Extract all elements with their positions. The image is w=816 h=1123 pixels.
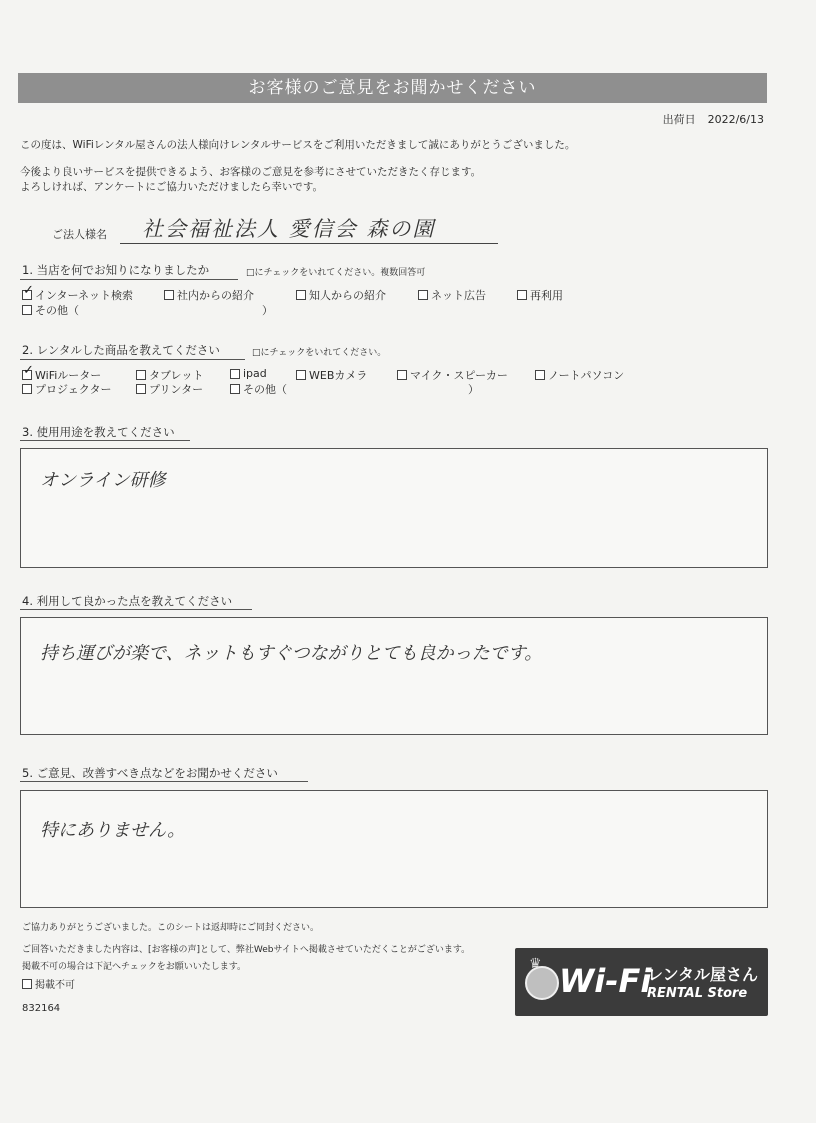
q4-underline: [20, 609, 252, 610]
q4-title: 4. 利用して良かった点を教えてください: [22, 594, 233, 608]
q2-option-printer[interactable]: [136, 381, 203, 397]
q1-other-close-paren: ）: [262, 304, 273, 317]
option-label: ネット広告: [431, 289, 486, 302]
option-label: ipad: [243, 367, 267, 380]
q1-note: □にチェックをいれてください。複数回答可: [246, 268, 426, 278]
option-label: 掲載不可: [35, 980, 75, 991]
form-code: 832164: [22, 1003, 61, 1014]
company-name-value[interactable]: 社会福祉法人 愛信会 森の園: [142, 217, 436, 241]
checkbox[interactable]: [517, 290, 527, 300]
checkbox-checked[interactable]: [22, 370, 32, 380]
checkbox[interactable]: [136, 384, 146, 394]
q2-note: □にチェックをいれてください。: [252, 348, 387, 358]
option-label: その他（: [35, 304, 79, 317]
shipping-date-value: 2022/6/13: [707, 113, 764, 126]
footer-publish-notice: ご回答いただきました内容は、[お客様の声]として、弊社Webサイトへ掲載させていただくことがございます。: [22, 945, 471, 955]
no-publish-option[interactable]: [22, 976, 75, 991]
intro-line-2: 今後より良いサービスを提供できるよう、お客様のご意見を参考にさせていただきたく存じます。: [20, 166, 482, 178]
q3-answer: オンライン研修: [40, 470, 166, 491]
q2-option-mic-speaker[interactable]: [397, 367, 508, 383]
option-label: インターネット検索: [35, 289, 134, 302]
q1-option-acquaintance-referral[interactable]: [296, 287, 386, 303]
q2-option-other[interactable]: [230, 381, 287, 397]
q1-option-net-ad[interactable]: [418, 287, 486, 303]
intro-line-1: この度は、WiFiレンタル屋さんの法人様向けレンタルサービスをご利用いただきまして誠にありがとうございました。: [20, 139, 576, 151]
option-label: 知人からの紹介: [309, 289, 386, 302]
logo-english-text: RENTAL Store: [647, 986, 748, 1001]
checkbox[interactable]: [136, 370, 146, 380]
q2-option-web-camera[interactable]: [296, 367, 367, 383]
q2-option-ipad[interactable]: [230, 367, 267, 380]
checkbox[interactable]: [418, 290, 428, 300]
q4-answer: 持ち運びが楽で、ネットもすぐつながりとても良かったです。: [40, 643, 543, 664]
checkbox[interactable]: [230, 384, 240, 394]
checkbox-checked[interactable]: [22, 290, 32, 300]
q4-answer-box[interactable]: [20, 617, 768, 735]
q2-other-close-paren: ）: [468, 383, 479, 396]
q1-option-internal-referral[interactable]: [164, 287, 254, 303]
option-label: ノートパソコン: [548, 369, 625, 382]
option-label: WEBカメラ: [309, 369, 368, 382]
checkbox[interactable]: [535, 370, 545, 380]
q2-option-laptop[interactable]: [535, 367, 624, 383]
survey-title: お客様のご意見をお聞かせください: [18, 73, 767, 103]
checkbox[interactable]: [296, 290, 306, 300]
shipping-date: [651, 111, 764, 127]
option-label: 再利用: [530, 289, 563, 302]
shipping-date-label: 出荷日: [662, 113, 696, 126]
q5-answer: 特にありません。: [40, 820, 186, 841]
intro-line-3: よろしければ、アンケートにご協力いただけましたら幸いです。: [20, 181, 324, 193]
q3-title: 3. 使用用途を教えてください: [22, 425, 175, 439]
crown-icon: ♛: [529, 956, 542, 972]
q2-underline: [20, 359, 245, 360]
footer-thanks: ご協力ありがとうございました。このシートは返却時にご同封ください。: [22, 923, 320, 933]
option-label: その他（: [243, 383, 287, 396]
q2-title: 2. レンタルした商品を教えてください: [22, 343, 220, 357]
checkbox[interactable]: [164, 290, 174, 300]
q1-option-other[interactable]: [22, 302, 79, 318]
q1-title: 1. 当店を何でお知りになりましたか: [22, 263, 210, 277]
checkbox[interactable]: [296, 370, 306, 380]
option-label: プロジェクター: [35, 383, 112, 396]
q1-option-reuse[interactable]: [517, 287, 563, 303]
q3-underline: [20, 440, 190, 441]
option-label: タブレット: [149, 369, 204, 382]
checkbox[interactable]: [230, 369, 240, 379]
checkbox[interactable]: [397, 370, 407, 380]
wifi-rental-logo: [515, 948, 768, 1016]
q5-underline: [20, 781, 308, 782]
company-name-label: ご法人様名: [52, 228, 107, 241]
q1-option-internet-search[interactable]: [22, 287, 133, 303]
checkbox[interactable]: [22, 979, 32, 989]
footer-opt-out-notice: 掲載不可の場合は下記へチェックをお願いいたします。: [22, 962, 247, 972]
checkbox[interactable]: [22, 305, 32, 315]
option-label: プリンター: [149, 383, 204, 396]
q5-answer-box[interactable]: [20, 790, 768, 908]
logo-wifi-text: Wi-Fi: [559, 962, 652, 1000]
option-label: マイク・スピーカー: [410, 369, 508, 382]
q2-option-projector[interactable]: [22, 381, 112, 397]
option-label: 社内からの紹介: [177, 289, 254, 302]
company-name-underline: [120, 243, 498, 244]
q1-underline: [20, 279, 238, 280]
q5-title: 5. ご意見、改善すべき点などをお聞かせください: [22, 766, 278, 780]
checkbox[interactable]: [22, 384, 32, 394]
logo-japanese-text: レンタル屋さん: [647, 965, 758, 984]
option-label: WiFiルーター: [35, 369, 102, 382]
